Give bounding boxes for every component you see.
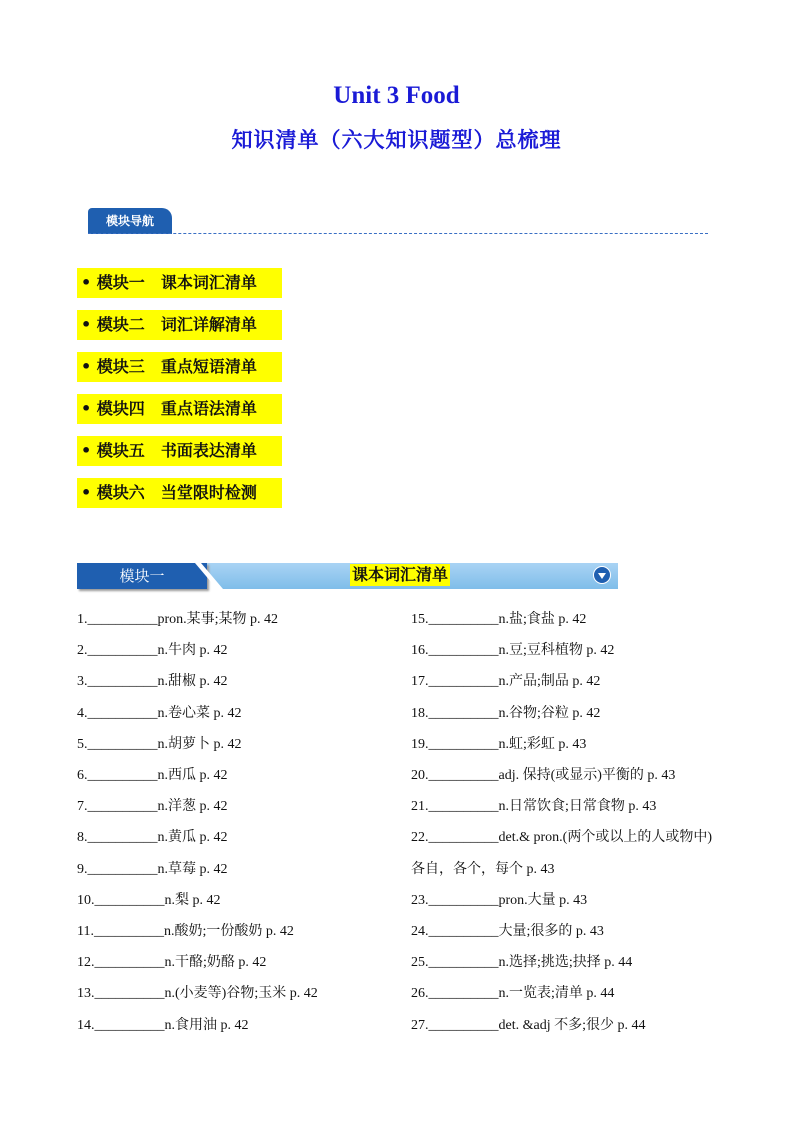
vocab-item-24: 24.__________大量;很多的 p. 43 (411, 924, 604, 940)
vocab-item-19: 19.__________n.虹;彩虹 p. 43 (411, 736, 587, 752)
vocab-item-8: 8.__________n.黄瓜 p. 42 (77, 830, 228, 846)
vocab-item-22: 22.__________det.& pron.(两个或以上的人或物中)各自，各个，每个 p. 43 (411, 830, 712, 877)
module-number: • 模块二 (81, 315, 145, 334)
module-number: • 模块六 (81, 483, 145, 502)
module-name: 重点短语清单 (160, 357, 257, 376)
vocab-item-18: 18.__________n.谷物;谷粒 p. 42 (411, 705, 601, 721)
vocab-item-11: 11.__________n.酸奶;一份酸奶 p. 42 (77, 924, 294, 940)
vocab-item-9: 9.__________n.草莓 p. 42 (77, 861, 228, 877)
page-title: Unit 3 Food (333, 82, 460, 109)
vocab-item-15: 15.__________n.盐;食盐 p. 42 (411, 612, 587, 627)
vocab-item-20: 20.__________adj. 保持(或显示)平衡的 p. 43 (411, 768, 676, 784)
module-item-6[interactable] (77, 478, 282, 508)
vocab-column-right (411, 604, 723, 1041)
vocab-item-14: 14.__________n.食用油 p. 42 (77, 1017, 249, 1033)
vocab-item-21: 21.__________n.日常饮食;日常食物 p. 43 (411, 799, 657, 815)
module-item-2[interactable] (77, 310, 282, 340)
vocab-item-27: 27.__________det. &adj 不多;很少 p. 44 (411, 1017, 646, 1033)
module-item-5[interactable] (77, 436, 282, 466)
module-item-4[interactable] (77, 394, 282, 424)
module-number: • 模块三 (81, 357, 145, 376)
module-nav-tab: 模块导航 (88, 208, 172, 234)
module-item-1[interactable] (77, 268, 282, 298)
vocab-item-13: 13.__________n.(小麦等)谷物;玉米 p. 42 (77, 986, 318, 1002)
module-number: • 模块五 (81, 441, 145, 460)
vocab-item-4: 4.__________n.卷心菜 p. 42 (77, 705, 242, 721)
vocab-item-1: 1.__________pron.某事;某物 p. 42 (77, 612, 279, 627)
module-name: 书面表达清单 (160, 441, 257, 460)
vocab-item-23: 23.__________pron.大量 p. 43 (411, 892, 588, 908)
module-name: 当堂限时检测 (160, 483, 257, 502)
vocab-item-2: 2.__________n.牛肉 p. 42 (77, 643, 228, 659)
module-list (77, 268, 282, 520)
vocab-item-6: 6.__________n.西瓜 p. 42 (77, 768, 228, 784)
vocab-item-5: 5.__________n.胡萝卜 p. 42 (77, 736, 242, 752)
chevron-down-circle-icon[interactable] (593, 566, 611, 584)
nav-divider (88, 233, 708, 234)
module-number: • 模块一 (81, 273, 145, 292)
vocab-item-25: 25.__________n.选择;挑选;抉择 p. 44 (411, 955, 633, 971)
vocab-column-left (77, 604, 397, 1041)
vocab-item-3: 3.__________n.甜椒 p. 42 (77, 674, 228, 690)
module-name: 重点语法清单 (160, 399, 257, 418)
module-number: • 模块四 (81, 399, 145, 418)
module-name: 词汇详解清单 (160, 315, 257, 334)
section-title: 课本词汇清单 (352, 565, 449, 584)
vocab-item-7: 7.__________n.洋葱 p. 42 (77, 799, 228, 815)
vocab-item-17: 17.__________n.产品;制品 p. 42 (411, 674, 601, 690)
vocab-item-12: 12.__________n.干酪;奶酪 p. 42 (77, 955, 267, 971)
module-item-3[interactable] (77, 352, 282, 382)
page-subtitle: 知识清单（六大知识题型）总梳理 (231, 128, 562, 152)
module-name: 课本词汇清单 (160, 273, 257, 292)
vocab-item-26: 26.__________n.一览表;清单 p. 44 (411, 986, 615, 1002)
vocab-item-10: 10.__________n.梨 p. 42 (77, 892, 221, 908)
section-label: 模块一 (77, 563, 207, 589)
section-header (77, 563, 618, 589)
vocab-item-16: 16.__________n.豆;豆科植物 p. 42 (411, 643, 615, 659)
